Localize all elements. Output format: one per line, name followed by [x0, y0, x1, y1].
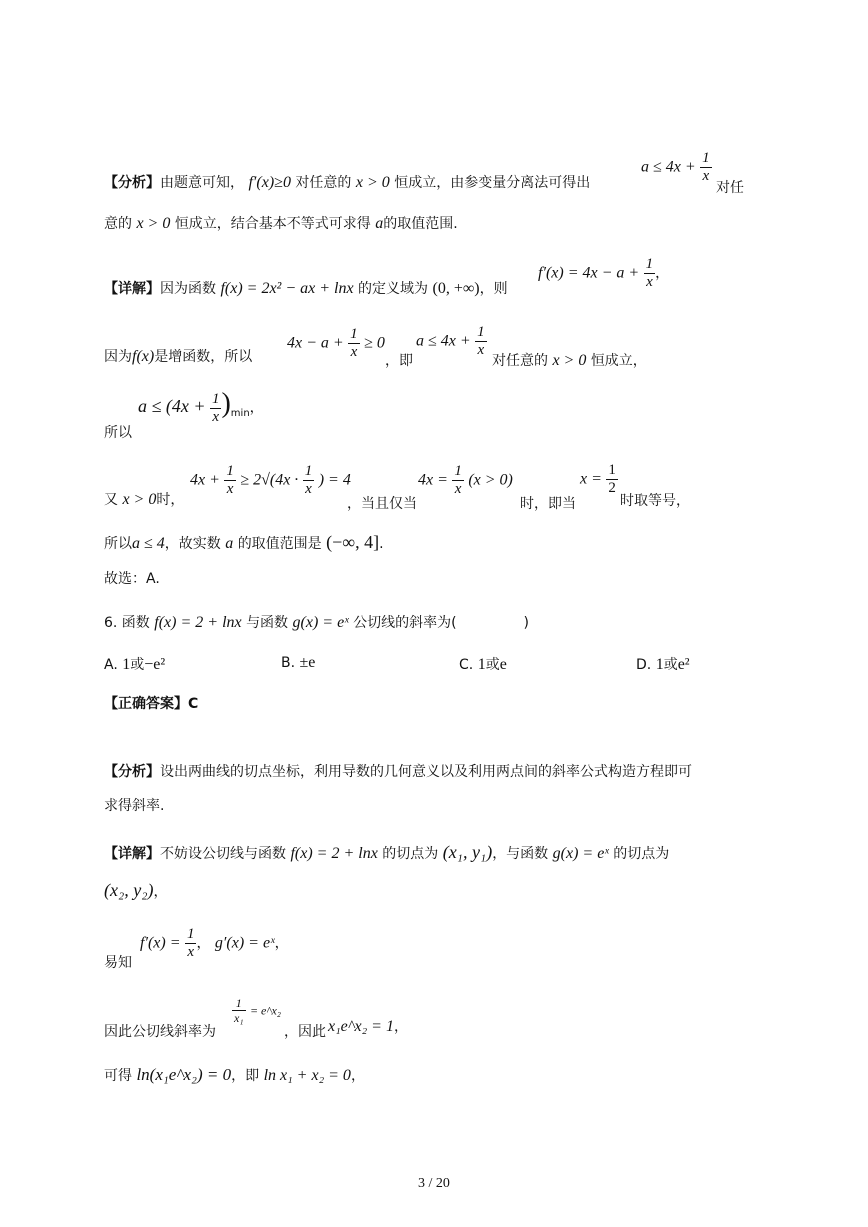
fraction	[185, 926, 197, 961]
math-a-le-bound	[641, 150, 712, 185]
math-range: (−∞, 4]	[326, 532, 380, 552]
correct-answer	[104, 693, 778, 713]
detail-label: 【详解】	[104, 281, 160, 297]
denominator: x	[187, 944, 195, 960]
math-fprime-def	[538, 256, 669, 291]
fraction	[700, 150, 712, 185]
math-a: a	[225, 535, 234, 552]
text: 恒成立，	[590, 353, 647, 369]
option-value: −e²	[144, 656, 166, 673]
math-text: a ≤ (4x +	[138, 396, 206, 416]
text: ，即	[231, 1068, 260, 1084]
numerator: 1	[454, 463, 462, 479]
text: ，	[393, 1019, 408, 1035]
text: 与函数	[246, 615, 289, 631]
fraction	[224, 463, 236, 498]
text: 的定义域为	[358, 281, 429, 297]
math-text: 4x +	[190, 471, 220, 489]
denominator: x	[350, 344, 358, 360]
option-value: 1	[477, 656, 486, 673]
math-text: f′(x) =	[140, 934, 181, 952]
text: ，	[655, 265, 670, 282]
numerator: 1	[226, 463, 234, 479]
text: ，	[249, 400, 264, 416]
text: 对任	[716, 180, 744, 196]
text: ，	[196, 935, 211, 952]
math-x-gt0: x > 0	[122, 491, 157, 508]
text: 对任意的	[295, 175, 352, 191]
option-a[interactable]	[104, 654, 165, 674]
text: 公切线的斜率为(	[353, 615, 457, 631]
math-fx: f(x)	[132, 348, 155, 365]
math-a: a	[375, 215, 384, 232]
math-point-2: (x₂, y₂)	[104, 880, 154, 900]
option-value: ±e	[299, 654, 316, 671]
math-text: f′(x) = 4x − a +	[538, 264, 640, 282]
text: 所以	[104, 536, 132, 552]
math-gx: g(x) = eˣ	[552, 845, 609, 862]
text	[620, 490, 690, 510]
fraction	[303, 463, 315, 498]
text: ，与函数	[492, 846, 549, 862]
math-text: 4x − a +	[287, 334, 344, 352]
denominator: x	[226, 481, 234, 497]
text: 的取值范围是	[237, 536, 322, 552]
text	[104, 952, 132, 972]
denominator: x	[477, 342, 485, 358]
math-text: ≥ 2√(4x ·	[240, 471, 299, 489]
math-text: a ≤ 4x +	[641, 158, 696, 176]
text: 或	[130, 657, 145, 673]
numerator: 1	[608, 462, 616, 478]
fraction	[644, 256, 656, 291]
denominator: x₁	[234, 1011, 244, 1025]
math-product	[328, 1016, 408, 1036]
option-label: D.	[636, 657, 656, 673]
option-b[interactable]	[281, 654, 315, 672]
math-ln: ln(x₁e^x₂) = 0	[136, 1065, 232, 1084]
text: )	[523, 615, 529, 631]
numerator: 1	[350, 326, 358, 342]
math-x-gt0: x > 0	[355, 174, 390, 191]
fraction	[475, 324, 487, 359]
text: 时，	[156, 492, 185, 508]
line-range	[104, 532, 778, 553]
numerator: 1	[232, 996, 246, 1011]
text: 恒成立，结合基本不等式可求得	[174, 216, 371, 232]
math-ineq	[287, 326, 385, 361]
text	[385, 350, 413, 370]
fraction	[210, 391, 222, 426]
fraction	[452, 463, 464, 498]
line-also	[104, 489, 184, 509]
text: ，则	[479, 281, 508, 297]
math-subscript: min	[230, 407, 250, 419]
option-value: 1	[122, 656, 131, 673]
fraction	[232, 996, 246, 1025]
text: ，当且仅当	[347, 496, 417, 512]
text: 的切点为	[382, 846, 439, 862]
text: 因为	[104, 349, 132, 365]
detail2-line-1	[104, 842, 778, 863]
math-amgm	[190, 463, 351, 498]
text: 【正确答案】C	[104, 696, 199, 712]
text: 因此公切线斜率为	[104, 1024, 216, 1040]
text	[347, 493, 417, 513]
text: 故选：A.	[104, 571, 160, 587]
numerator: 1	[702, 150, 710, 166]
text: 时，即当	[520, 496, 576, 512]
text: 的取值范围.	[383, 216, 458, 232]
math-a-le-min	[138, 388, 264, 426]
text	[716, 177, 744, 197]
math-fprime	[140, 926, 289, 961]
math-text: x =	[580, 470, 602, 488]
math-a-le4: a ≤ 4	[132, 535, 165, 552]
text: 因为函数	[160, 281, 216, 297]
text	[104, 422, 132, 442]
option-label: B.	[281, 655, 300, 671]
math-a-le-bound-2	[416, 324, 487, 359]
math-domain: (0, +∞)	[432, 280, 480, 297]
math-text: = e^x₂	[249, 1003, 281, 1018]
text: 是增函数，所以	[154, 349, 253, 365]
detail2-line-2	[104, 880, 778, 901]
math-fx-def: f(x) = 2x² − ax + lnx	[220, 280, 354, 297]
choose-line	[104, 568, 778, 588]
text: .	[379, 536, 384, 552]
math-text: )	[221, 388, 231, 419]
math-text: a ≤ 4x +	[416, 332, 471, 350]
math-x-gt0: x > 0	[136, 215, 171, 232]
math-x-half	[580, 462, 618, 497]
text	[284, 1021, 326, 1041]
text: 易知	[104, 955, 132, 971]
math-text: 4x =	[418, 471, 448, 489]
numerator: 1	[477, 324, 485, 340]
math-gprime: g′(x) = eˣ	[214, 934, 275, 952]
text: 意的	[104, 216, 132, 232]
text: 恒成立，由参变量分离法可得出	[394, 175, 591, 191]
text: ，	[350, 1068, 365, 1084]
option-d[interactable]	[636, 654, 690, 674]
option-value: e²	[677, 656, 690, 673]
option-label: A.	[104, 657, 123, 673]
text: 不妨设公切线与函数	[160, 846, 286, 862]
option-label: C.	[459, 657, 478, 673]
math-text: x₁e^x₂ = 1	[328, 1018, 394, 1035]
text: ，故实数	[164, 536, 221, 552]
numerator: 1	[645, 256, 654, 272]
denominator: 2	[608, 480, 616, 496]
denominator: x	[702, 168, 710, 184]
math-fx: f(x) = 2 + lnx	[290, 845, 378, 862]
text: 时取等号，	[620, 493, 690, 509]
text: 由题意可知，	[160, 175, 244, 191]
detail-line-1	[104, 278, 778, 298]
fraction	[348, 326, 360, 361]
math-gx: g(x) = eˣ	[292, 614, 349, 631]
math-text: (x > 0)	[468, 471, 513, 489]
text: ，	[153, 884, 168, 900]
math-equality	[418, 463, 513, 498]
text: ，即	[385, 353, 413, 369]
math-slope	[232, 996, 281, 1025]
text: 的切点为	[613, 846, 670, 862]
fraction	[606, 462, 618, 497]
analysis-label: 【分析】	[104, 175, 160, 191]
analysis2-line-2	[104, 795, 778, 815]
text	[520, 493, 576, 513]
text: ，因此	[284, 1024, 326, 1040]
math-point-1: (x₁, y₁)	[442, 842, 493, 862]
math-text: ≥ 0	[364, 334, 385, 352]
denominator: x	[454, 481, 462, 497]
math-fprime-ge0: f′(x)≥0	[248, 174, 291, 191]
analysis2-line-1	[104, 761, 778, 781]
text: 对任意的	[492, 353, 548, 369]
denominator: x	[305, 481, 312, 497]
denominator: x	[212, 408, 220, 425]
numerator: 1	[304, 463, 313, 479]
numerator: 1	[211, 390, 220, 407]
math-text: ) = 4	[318, 471, 351, 489]
question-number: 6. 函数	[104, 615, 150, 631]
text: 又	[104, 492, 118, 508]
text: 求得斜率.	[104, 798, 165, 814]
text: 设出两曲线的切点坐标，利用导数的几何意义以及利用两点间的斜率公式构造方程即可	[160, 764, 692, 780]
option-value: 1	[655, 656, 664, 673]
option-c[interactable]	[459, 654, 507, 674]
text: 可得	[104, 1068, 132, 1084]
question-6	[104, 612, 778, 632]
text: 或	[485, 657, 500, 673]
text	[492, 350, 647, 370]
line-ln	[104, 1065, 778, 1085]
math-x-gt0: x > 0	[552, 352, 587, 369]
option-value: e	[499, 656, 507, 673]
analysis-line-2	[104, 213, 778, 233]
detail-label: 【详解】	[104, 846, 160, 862]
denominator: x	[646, 274, 653, 290]
analysis-label: 【分析】	[104, 764, 160, 780]
text	[104, 1021, 216, 1041]
math-lnsum: ln x₁ + x₂ = 0	[263, 1067, 351, 1084]
math-fx: f(x) = 2 + lnx	[154, 614, 242, 631]
numerator: 1	[186, 926, 195, 942]
page-number: 3 / 20	[418, 1176, 450, 1191]
text: ，	[274, 935, 289, 952]
text: 或	[663, 657, 678, 673]
text: 所以	[104, 425, 132, 441]
